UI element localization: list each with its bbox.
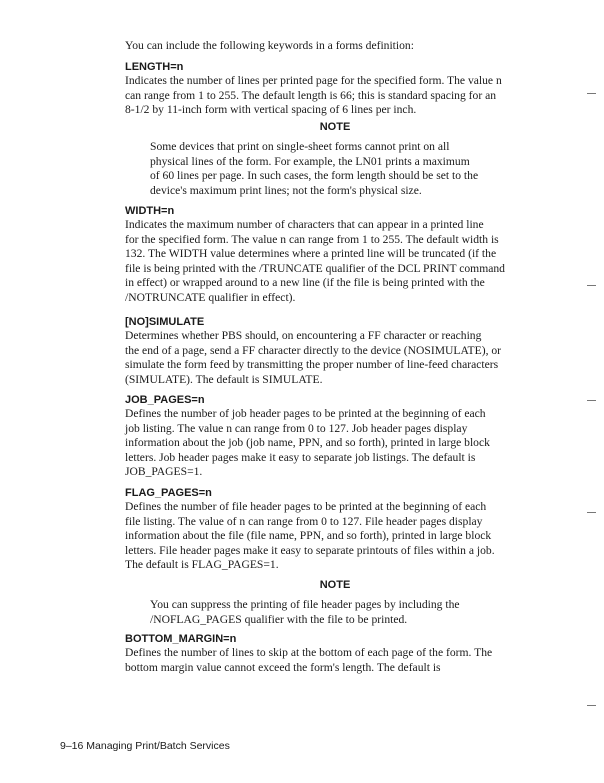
text-line: Some devices that print on single-sheet forms cannot print on all <box>150 140 450 153</box>
margin-mark <box>587 285 596 286</box>
text-line: in effect) or wrapped around to a new line (if the file is being printed with the <box>125 276 485 289</box>
text-line: for the specified form. The value n can range from 1 to 255. The default width is <box>125 232 499 246</box>
margin-mark <box>587 93 596 94</box>
keyword-heading: [NO]SIMULATE <box>125 316 205 328</box>
section-width <box>125 204 545 305</box>
page-footer: 9–16 Managing Print/Batch Services <box>60 740 230 752</box>
text-line: letters. Job header pages make it easy to separate job listings. The default is <box>125 450 476 464</box>
note-title: NOTE <box>319 121 351 133</box>
text-line: file listing. The value of n can range from 0 to 127. File header pages display <box>125 514 483 528</box>
text-line: physical lines of the form. For example, the LN01 prints a maximum <box>150 154 470 168</box>
keyword-heading: WIDTH=n <box>125 205 175 217</box>
text-line: letters. File header pages make it easy to separate printouts of files within a job. <box>125 543 495 557</box>
text-line: Indicates the number of lines per printed page for the specified form. The value n <box>125 74 502 87</box>
text-line: 132. The WIDTH value determines where a printed line will be truncated (if the <box>125 247 497 260</box>
section-flag-pages <box>125 486 545 573</box>
text-line: /NOFLAG_PAGES qualifier with the file to be printed. <box>150 612 408 626</box>
margin-mark <box>587 400 596 401</box>
text-line: bottom margin value cannot exceed the form's length. The default is <box>125 660 441 674</box>
text-line: device's maximum print lines; not the form's physical size. <box>150 183 422 197</box>
text-line: (SIMULATE). The default is SIMULATE. <box>125 372 323 386</box>
section-job-pages <box>125 393 545 480</box>
section-simulate <box>125 315 545 387</box>
text-line: simulate the form feed by transmitting the proper number of line-feed characters <box>125 358 499 371</box>
text-line: of 60 lines per page. In such cases, the form length should be set to the <box>150 169 479 182</box>
intro-text: You can include the following keywords in a forms definition: <box>125 39 414 52</box>
text-line: The default is FLAG_PAGES=1. <box>125 558 279 571</box>
text-line: JOB_PAGES=1. <box>125 465 203 478</box>
text-line: Determines whether PBS should, on encountering a FF character or reaching <box>125 329 482 342</box>
section-bottom-margin <box>125 632 545 675</box>
text-line: 8-1/2 by 11-inch form with vertical spacing of 6 lines per inch. <box>125 103 417 116</box>
note-title: NOTE <box>319 579 351 591</box>
text-line: You can suppress the printing of file header pages by including the <box>150 598 460 611</box>
text-line: Defines the number of file header pages to be printed at the beginning of each <box>125 500 487 513</box>
keyword-heading: LENGTH=n <box>125 61 184 73</box>
section-length <box>125 60 545 118</box>
text-line: Indicates the maximum number of characters that can appear in a printed line <box>125 218 484 231</box>
text-line: Defines the number of lines to skip at the bottom of each page of the form. The <box>125 646 493 659</box>
text-line: information about the file (file name, PPN, and so forth), printed in large block <box>125 529 492 542</box>
text-line: Defines the number of job header pages to be printed at the beginning of each <box>125 407 486 420</box>
text-line: file is being printed with the /TRUNCATE qualifier of the DCL PRINT command <box>125 261 505 275</box>
note-body <box>150 140 570 198</box>
keyword-heading: BOTTOM_MARGIN=n <box>125 633 237 645</box>
text-line: information about the job (job name, PPN, and so forth), printed in large block <box>125 436 490 449</box>
text-line: /NOTRUNCATE qualifier in effect). <box>125 290 296 304</box>
keyword-heading: FLAG_PAGES=n <box>125 487 212 499</box>
text-line: job listing. The value n can range from 0 to 127. Job header pages display <box>125 421 468 435</box>
text-line: the end of a page, send a FF character directly to the device (NOSIMULATE), or <box>125 343 502 357</box>
note-body <box>150 598 570 627</box>
keyword-heading: JOB_PAGES=n <box>125 394 205 406</box>
margin-mark <box>587 705 596 706</box>
text-line: can range from 1 to 255. The default length is 66; this is standard spacing for an <box>125 88 497 102</box>
margin-mark <box>587 512 596 513</box>
